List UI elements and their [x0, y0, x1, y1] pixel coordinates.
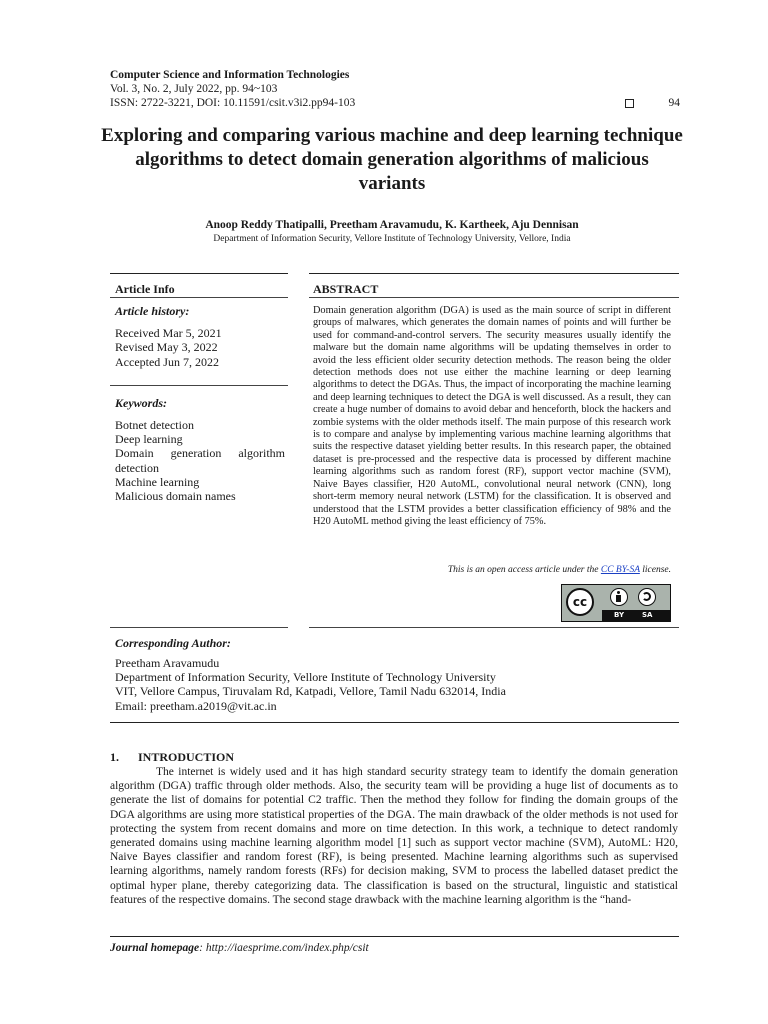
divider: [110, 385, 288, 386]
journal-header: [110, 68, 680, 110]
accepted-date: Accepted Jun 7, 2022: [115, 354, 219, 369]
issn-row: [110, 96, 680, 110]
cc-by-sa-link[interactable]: CC BY-SA: [600, 565, 640, 575]
corresponding-author-block: [115, 656, 675, 713]
keyword-item: Domain generation algorithm detection: [115, 446, 285, 475]
article-info-heading: Article Info: [115, 282, 175, 296]
divider: [110, 722, 679, 723]
divider: [110, 936, 679, 937]
journal-issn: ISSN: 2722-3221, DOI: 10.11591/csit.v3i2.pp94-103: [110, 97, 356, 109]
keyword-item: Machine learning: [115, 474, 200, 489]
author-address: VIT, Vellore Campus, Tiruvalam Rd, Katpadi, Vellore, Tamil Nadu 632014, India: [115, 684, 506, 699]
license-prefix: This is an open access article under the: [447, 565, 601, 575]
author-affiliation: Department of Information Security, Vellore Institute of Technology University, Vellore, India: [213, 234, 571, 244]
journal-volume: Vol. 3, No. 2, July 2022, pp. 94~103: [110, 83, 278, 95]
paper-authors: Anoop Reddy Thatipalli, Preetham Aravamudu, K. Kartheek, Aju Dennisan: [205, 219, 579, 231]
license-note: [313, 565, 671, 575]
revised-date: Revised May 3, 2022: [115, 340, 218, 355]
author-department: Department of Information Security, Vellore Institute of Technology University: [115, 670, 496, 685]
badge-by-label: BY: [614, 611, 625, 619]
divider: [309, 627, 679, 628]
attribution-icon: [610, 588, 628, 606]
cc-by-sa-badge[interactable]: [561, 584, 671, 622]
badge-sa-label: SA: [642, 611, 653, 619]
received-date: Received Mar 5, 2021: [115, 326, 222, 341]
section-number: 1.: [110, 750, 119, 764]
square-bullet-icon: [625, 99, 634, 108]
keywords-label: Keywords:: [115, 395, 167, 410]
introduction-paragraph: [110, 765, 678, 907]
divider: [110, 273, 288, 274]
article-info-column: [115, 304, 285, 503]
share-alike-icon: [638, 588, 656, 606]
abstract-text: Domain generation algorithm (DGA) is used as the main source of script in different groups of malwares, which generates the domain names of points and will further be used for command-and-control servers. The security measures usually identify the malware but the domain name algorithms will be updating themselves in order to avoid the less efficient older security detection methods. The reason being the older detection methods does not use either the machine learning or deep learning algorithms to detect the DGAs. Thus, the impact of incorporating the machine learning and deep learning techniques to detect the DGA is well discussed. As a result, they can create a huge number of domains to avoid debar and henceforth, block the hackers and zombie systems with the older methods itself. The main purpose of this research work is to compare and analyse by implementing various machine learning algorithms that suits the respective dataset yielding better results. In this research paper, the obtained dataset is pre-processed and the respective data is processed by different machine learning algorithms such as random forest (RF), support vector machine (SVM), Naive Bayes classifier, H20 AutoML, convolutional neural network (CNN), long short-term memory neural network (LSTM) for the classification. It is observed and understood that the LSTM provides a better classification efficiency of 98% and the H20 AutoML method giving the least efficiency of 75%.: [313, 305, 671, 527]
introduction-text: The internet is widely used and it has high standard security strategy team to identify the domain generation algorithm (DGA) traffic through older methods. Also, the security team will be providing a huge list of documents as to generate the list of domains for potential C2 traffic. Then the method they follow for finding the domain groups of the DGA algorithms are using more statistical properties of the DGA. The main drawback of the older methods is not used for protecting the system from recent domains and more on time detection. In this work, a technique to detect randomly generated domains using machine learning algorithm model [1] such as support vector machine (SVM), AutoML: H20, Naive Bayes classifier and random forest (RF), is being presented. Machine learning algorithms such as supervised learning algorithms, namely random forests (RFs) for decision making, SVM to process the labelled dataset predict the optimal hyper plane, thereby categorizing data. The classification is based on the structural, linguistic and statistical features of the respective domains. The second stage drawback with the machine learning algorithm is the “hand-: [110, 766, 678, 906]
journal-homepage[interactable]: [110, 942, 369, 954]
journal-name: Computer Science and Information Technologies: [110, 69, 350, 81]
keyword-item: Botnet detection: [115, 418, 194, 433]
paper-title: Exploring and comparing various machine and deep learning technique algorithms to detect domain generation algorithms of malicious variants: [101, 125, 683, 194]
page-number: 94: [668, 97, 680, 109]
article-history-label: Article history:: [115, 304, 190, 318]
section-title: INTRODUCTION: [138, 750, 235, 764]
keyword-item: Malicious domain names: [115, 489, 236, 504]
keyword-item: Deep learning: [115, 432, 183, 447]
creative-commons-icon: cc: [566, 588, 594, 616]
divider: [110, 297, 288, 298]
abstract-heading: ABSTRACT: [313, 282, 379, 296]
homepage-label: Journal homepage: [110, 942, 200, 954]
homepage-url: : http://iaesprime.com/index.php/csit: [199, 942, 369, 954]
section-heading: [110, 750, 234, 765]
author-name: Preetham Aravamudu: [115, 656, 220, 670]
corresponding-author-label: Corresponding Author:: [115, 636, 231, 650]
divider: [309, 273, 679, 274]
divider: [309, 297, 679, 298]
badge-strip: [602, 610, 670, 621]
license-suffix: license.: [639, 565, 671, 575]
author-email[interactable]: Email: preetham.a2019@vit.ac.in: [115, 698, 277, 713]
divider: [110, 627, 288, 628]
